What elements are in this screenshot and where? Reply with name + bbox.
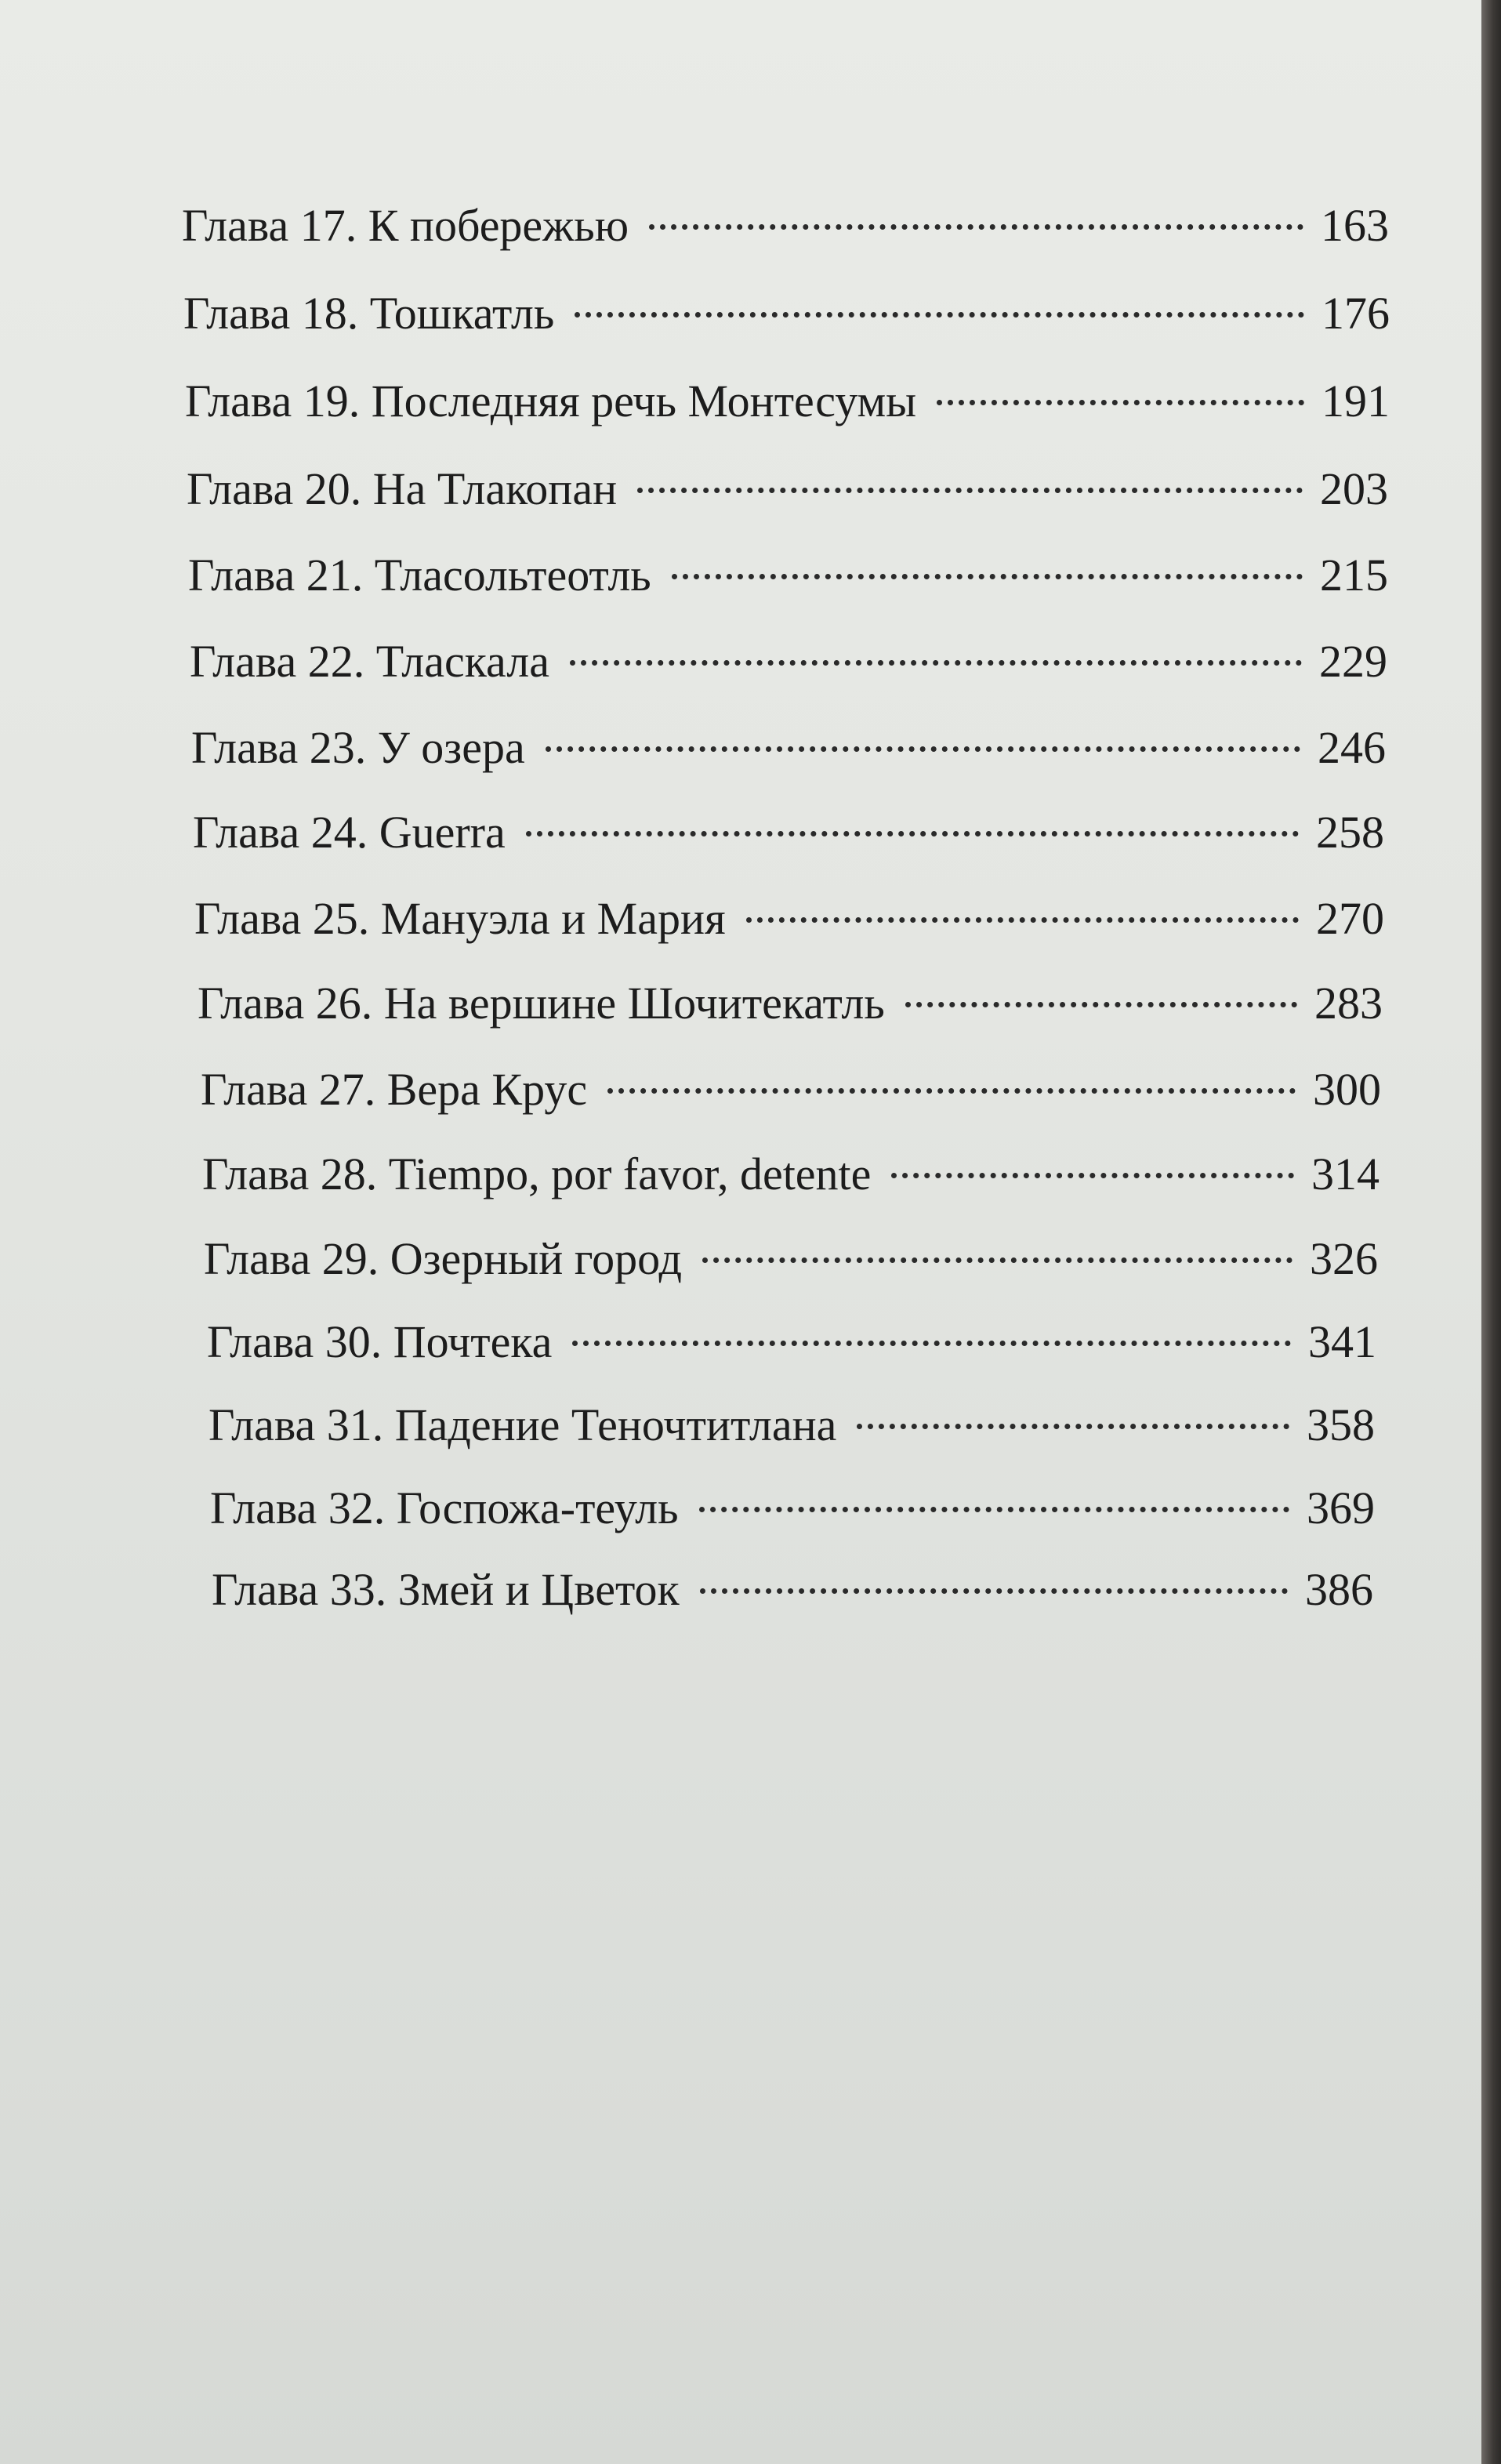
dot-leader bbox=[905, 1002, 1297, 1007]
toc-entry bbox=[183, 282, 1390, 345]
toc-entry bbox=[188, 544, 1388, 607]
toc-entry bbox=[190, 630, 1387, 693]
toc-entry-title: Глава 33. Змей и Цветок bbox=[212, 1564, 680, 1615]
toc-entry-title: Глава 23. У озера bbox=[191, 722, 525, 773]
toc-entry bbox=[193, 801, 1384, 864]
toc-entry-page: 229 bbox=[1319, 636, 1387, 687]
toc-entry-title: Глава 24. Guerra bbox=[193, 807, 506, 858]
toc-entry-page: 283 bbox=[1314, 978, 1383, 1029]
dot-leader bbox=[607, 1088, 1296, 1094]
toc-entry-page: 270 bbox=[1316, 893, 1384, 944]
toc-entry bbox=[194, 887, 1384, 950]
toc-entry-page: 358 bbox=[1307, 1399, 1375, 1450]
toc-entry-page: 314 bbox=[1311, 1149, 1380, 1199]
toc-entry-title: Глава 28. Tiempo, por favor, detente bbox=[202, 1149, 872, 1199]
toc-entry-title: Глава 22. Тласкала bbox=[190, 636, 549, 687]
dot-leader bbox=[857, 1424, 1289, 1429]
toc-entry bbox=[182, 194, 1389, 257]
toc-entry-page: 258 bbox=[1316, 807, 1384, 858]
toc-entry bbox=[212, 1559, 1373, 1621]
toc-entry-page: 341 bbox=[1308, 1316, 1376, 1367]
dot-leader bbox=[746, 917, 1299, 923]
toc-entry bbox=[187, 458, 1388, 521]
dot-leader bbox=[546, 746, 1300, 752]
toc-entry-title: Глава 18. Тошкатль bbox=[183, 288, 555, 339]
page-edge-shadow bbox=[1481, 0, 1501, 2464]
toc-entry bbox=[185, 370, 1390, 433]
toc-entry bbox=[191, 717, 1386, 779]
dot-leader bbox=[937, 400, 1304, 405]
dot-leader bbox=[575, 312, 1304, 318]
toc-entry bbox=[210, 1477, 1375, 1540]
toc-entry-page: 369 bbox=[1307, 1482, 1375, 1533]
toc-entry bbox=[207, 1311, 1376, 1374]
dot-leader bbox=[702, 1257, 1293, 1263]
toc-entry-title: Глава 31. Падение Теночтитлана bbox=[208, 1399, 837, 1450]
dot-leader bbox=[649, 224, 1303, 230]
toc-entry-page: 191 bbox=[1322, 376, 1390, 426]
toc-entry-page: 176 bbox=[1322, 288, 1390, 339]
toc-entry-title: Глава 19. Последняя речь Монтесумы bbox=[185, 376, 917, 426]
toc-entry-title: Глава 29. Озерный город bbox=[204, 1233, 682, 1284]
dot-leader bbox=[526, 831, 1299, 836]
toc-entry bbox=[208, 1394, 1375, 1457]
dot-leader bbox=[637, 488, 1303, 493]
toc-entry-title: Глава 26. На вершине Шочитекатль bbox=[198, 978, 885, 1029]
dot-leader bbox=[572, 1341, 1291, 1346]
dot-leader bbox=[672, 574, 1303, 579]
toc-entry-page: 386 bbox=[1305, 1564, 1373, 1615]
dot-leader bbox=[699, 1507, 1289, 1512]
toc-entry-title: Глава 20. На Тлакопан bbox=[187, 463, 618, 514]
dot-leader bbox=[891, 1173, 1294, 1178]
toc-entry bbox=[204, 1228, 1378, 1290]
toc-entry-page: 203 bbox=[1320, 463, 1388, 514]
toc-entry-title: Глава 21. Тласольтеотль bbox=[188, 550, 651, 601]
toc-entry-page: 300 bbox=[1313, 1064, 1381, 1115]
toc-entry-title: Глава 32. Госпожа-теуль bbox=[210, 1482, 679, 1533]
toc-entry-title: Глава 27. Вера Крус bbox=[201, 1064, 588, 1115]
toc-entry bbox=[202, 1143, 1380, 1206]
toc-entry-page: 215 bbox=[1320, 550, 1388, 601]
toc-entry-page: 246 bbox=[1318, 722, 1386, 773]
toc-entry bbox=[198, 972, 1383, 1035]
toc-entry-page: 163 bbox=[1321, 200, 1389, 251]
dot-leader bbox=[570, 660, 1302, 666]
dot-leader bbox=[700, 1588, 1288, 1594]
toc-entry-title: Глава 25. Мануэла и Мария bbox=[194, 893, 726, 944]
toc-entry bbox=[201, 1058, 1381, 1121]
toc-entry-page: 326 bbox=[1310, 1233, 1378, 1284]
toc-entry-title: Глава 30. Почтека bbox=[207, 1316, 553, 1367]
toc-entry-title: Глава 17. К побережью bbox=[182, 200, 629, 251]
